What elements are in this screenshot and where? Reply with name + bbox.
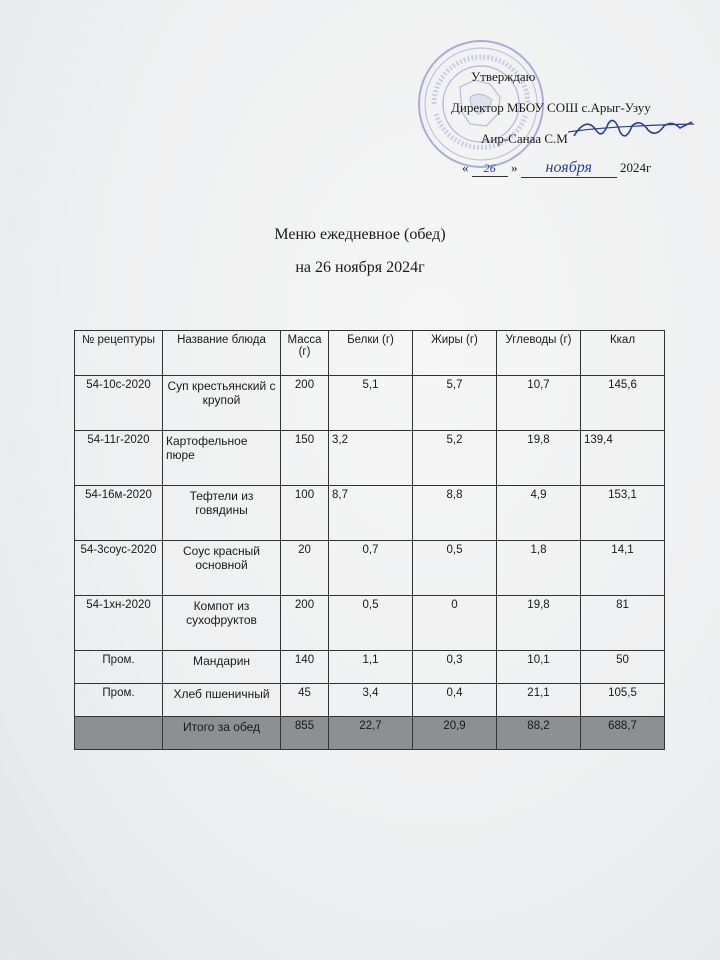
approval-line-position: Директор МБОУ СОШ с.Арыг-Узуу [451, 100, 651, 115]
cell-dish: Картофельное пюре [163, 431, 281, 486]
total-label: Итого за обед [163, 717, 281, 750]
header-protein: Белки (г) [329, 331, 413, 376]
cell-fat: 8,8 [413, 486, 497, 541]
date-day: 26 [472, 161, 508, 177]
cell-dish: Компот из сухофруктов [163, 596, 281, 651]
approval-line-name: Аир-Санаа С.М [481, 131, 568, 146]
cell-kcal: 105,5 [581, 684, 665, 717]
cell-recipe: 54-1хн-2020 [75, 596, 163, 651]
header-dish-name: Название блюда [163, 331, 281, 376]
cell-dish: Соус красный основной [163, 541, 281, 596]
cell-dish: Хлеб пшеничный [163, 684, 281, 717]
cell-protein: 5,1 [329, 376, 413, 431]
cell-fat: 0,3 [413, 651, 497, 684]
cell-carbs: 1,8 [497, 541, 581, 596]
total-fat: 20,9 [413, 717, 497, 750]
cell-recipe: Пром. [75, 651, 163, 684]
cell-carbs: 19,8 [497, 596, 581, 651]
cell-carbs: 10,1 [497, 651, 581, 684]
header-recipe-number: № рецептуры [75, 331, 163, 376]
total-kcal: 688,7 [581, 717, 665, 750]
cell-kcal: 139,4 [581, 431, 665, 486]
cell-mass: 200 [281, 376, 329, 431]
cell-kcal: 50 [581, 651, 665, 684]
cell-fat: 0 [413, 596, 497, 651]
header-mass: Масса (г) [281, 331, 329, 376]
cell-fat: 5,7 [413, 376, 497, 431]
approval-date [462, 159, 651, 178]
cell-recipe: 54-3соус-2020 [75, 541, 163, 596]
table-total-row [75, 717, 665, 750]
total-mass: 855 [281, 717, 329, 750]
cell-recipe: 54-10с-2020 [75, 376, 163, 431]
cell-protein: 3,4 [329, 684, 413, 717]
director-signature [568, 112, 698, 146]
date-month: ноября [521, 159, 617, 178]
cell-carbs: 10,7 [497, 376, 581, 431]
cell-kcal: 153,1 [581, 486, 665, 541]
date-open-quote: « [462, 160, 469, 175]
cell-kcal: 145,6 [581, 376, 665, 431]
total-cell-empty [75, 717, 163, 750]
cell-fat: 0,4 [413, 684, 497, 717]
cell-protein: 3,2 [329, 431, 413, 486]
cell-kcal: 81 [581, 596, 665, 651]
cell-recipe: Пром. [75, 684, 163, 717]
cell-dish: Суп крестьянский с крупой [163, 376, 281, 431]
table-row [75, 596, 665, 651]
cell-mass: 140 [281, 651, 329, 684]
table-row [75, 541, 665, 596]
cell-carbs: 4,9 [497, 486, 581, 541]
date-year: 2024г [620, 160, 652, 175]
cell-carbs: 19,8 [497, 431, 581, 486]
cell-dish: Мандарин [163, 651, 281, 684]
header-kcal: Ккал [581, 331, 665, 376]
cell-mass: 150 [281, 431, 329, 486]
cell-mass: 200 [281, 596, 329, 651]
total-protein: 22,7 [329, 717, 413, 750]
cell-kcal: 14,1 [581, 541, 665, 596]
cell-protein: 0,7 [329, 541, 413, 596]
total-carbs: 88,2 [497, 717, 581, 750]
cell-protein: 0,5 [329, 596, 413, 651]
table-row [75, 431, 665, 486]
page-subtitle: на 26 ноября 2024г [295, 259, 425, 276]
cell-fat: 5,2 [413, 431, 497, 486]
cell-fat: 0,5 [413, 541, 497, 596]
cell-recipe: 54-16м-2020 [75, 486, 163, 541]
table-header-row [75, 331, 665, 376]
header-carbs: Углеводы (г) [497, 331, 581, 376]
page-title: Меню ежедневное (обед) [274, 226, 446, 243]
table-row [75, 376, 665, 431]
table-row [75, 684, 665, 717]
cell-mass: 100 [281, 486, 329, 541]
cell-carbs: 21,1 [497, 684, 581, 717]
cell-protein: 1,1 [329, 651, 413, 684]
cell-dish: Тефтели из говядины [163, 486, 281, 541]
table-row [75, 651, 665, 684]
cell-protein: 8,7 [329, 486, 413, 541]
date-close-quote: » [511, 160, 518, 175]
cell-mass: 20 [281, 541, 329, 596]
cell-mass: 45 [281, 684, 329, 717]
cell-recipe: 54-11г-2020 [75, 431, 163, 486]
menu-table [74, 330, 665, 750]
approval-line-approve: Утверждаю [471, 69, 536, 84]
table-row [75, 486, 665, 541]
header-fat: Жиры (г) [413, 331, 497, 376]
